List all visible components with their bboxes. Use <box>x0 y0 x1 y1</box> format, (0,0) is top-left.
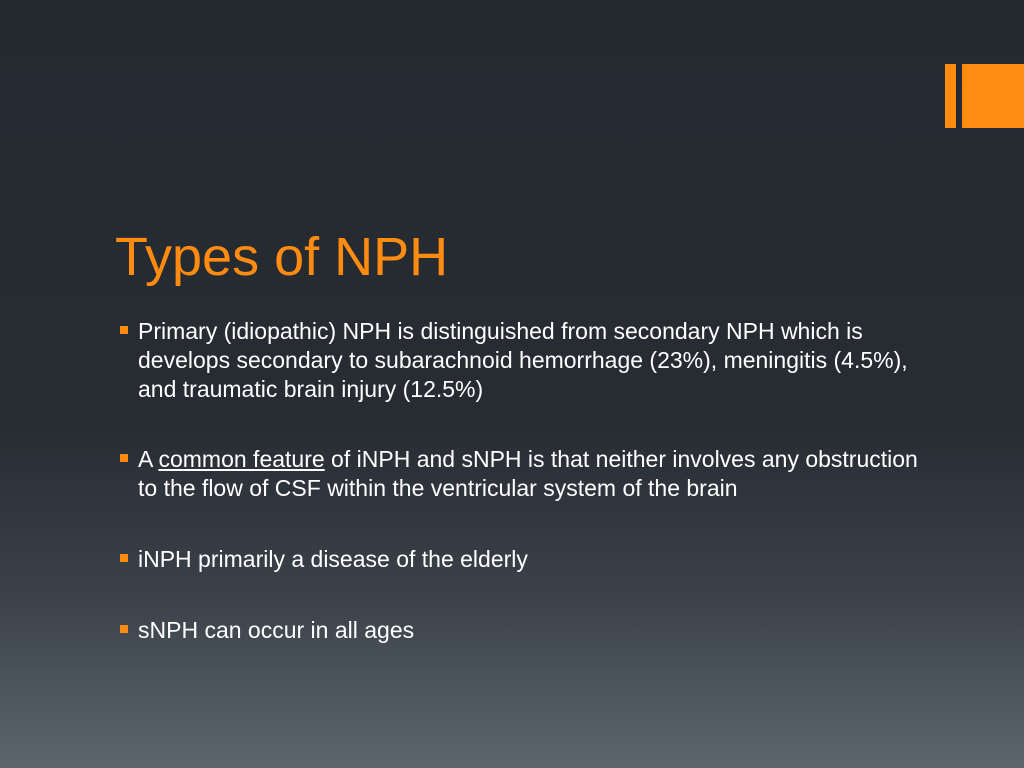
bullet-item-snph-ages <box>118 616 918 645</box>
bullet-text-suffix: of iNPH and sNPH is that neither involves any obstruction to the flow of CSF within the ventricular system of the brain <box>138 446 918 501</box>
bullet-text: Primary (idiopathic) NPH is distinguished from secondary NPH which is develops secondary to subarachnoid hemorrhage (23%), meningitis (4.5%), and traumatic brain injury (12.5%) <box>138 318 908 402</box>
bullet-item-primary-vs-secondary <box>118 317 918 404</box>
square-bullet-icon <box>120 554 128 562</box>
bullet-list <box>118 317 918 645</box>
accent-bar-thick <box>962 64 1024 128</box>
bullet-text-prefix: A <box>138 446 159 472</box>
square-bullet-icon <box>120 454 128 462</box>
accent-bar-thin <box>945 64 956 128</box>
bullet-text: iNPH primarily a disease of the elderly <box>138 546 528 572</box>
bullet-item-common-feature <box>118 445 918 503</box>
bullet-item-inph-elderly <box>118 545 918 574</box>
square-bullet-icon <box>120 326 128 334</box>
bullet-text: sNPH can occur in all ages <box>138 617 415 643</box>
square-bullet-icon <box>120 625 128 633</box>
slide-title: Types of NPH <box>115 227 449 287</box>
underlined-phrase: common feature <box>158 446 325 472</box>
